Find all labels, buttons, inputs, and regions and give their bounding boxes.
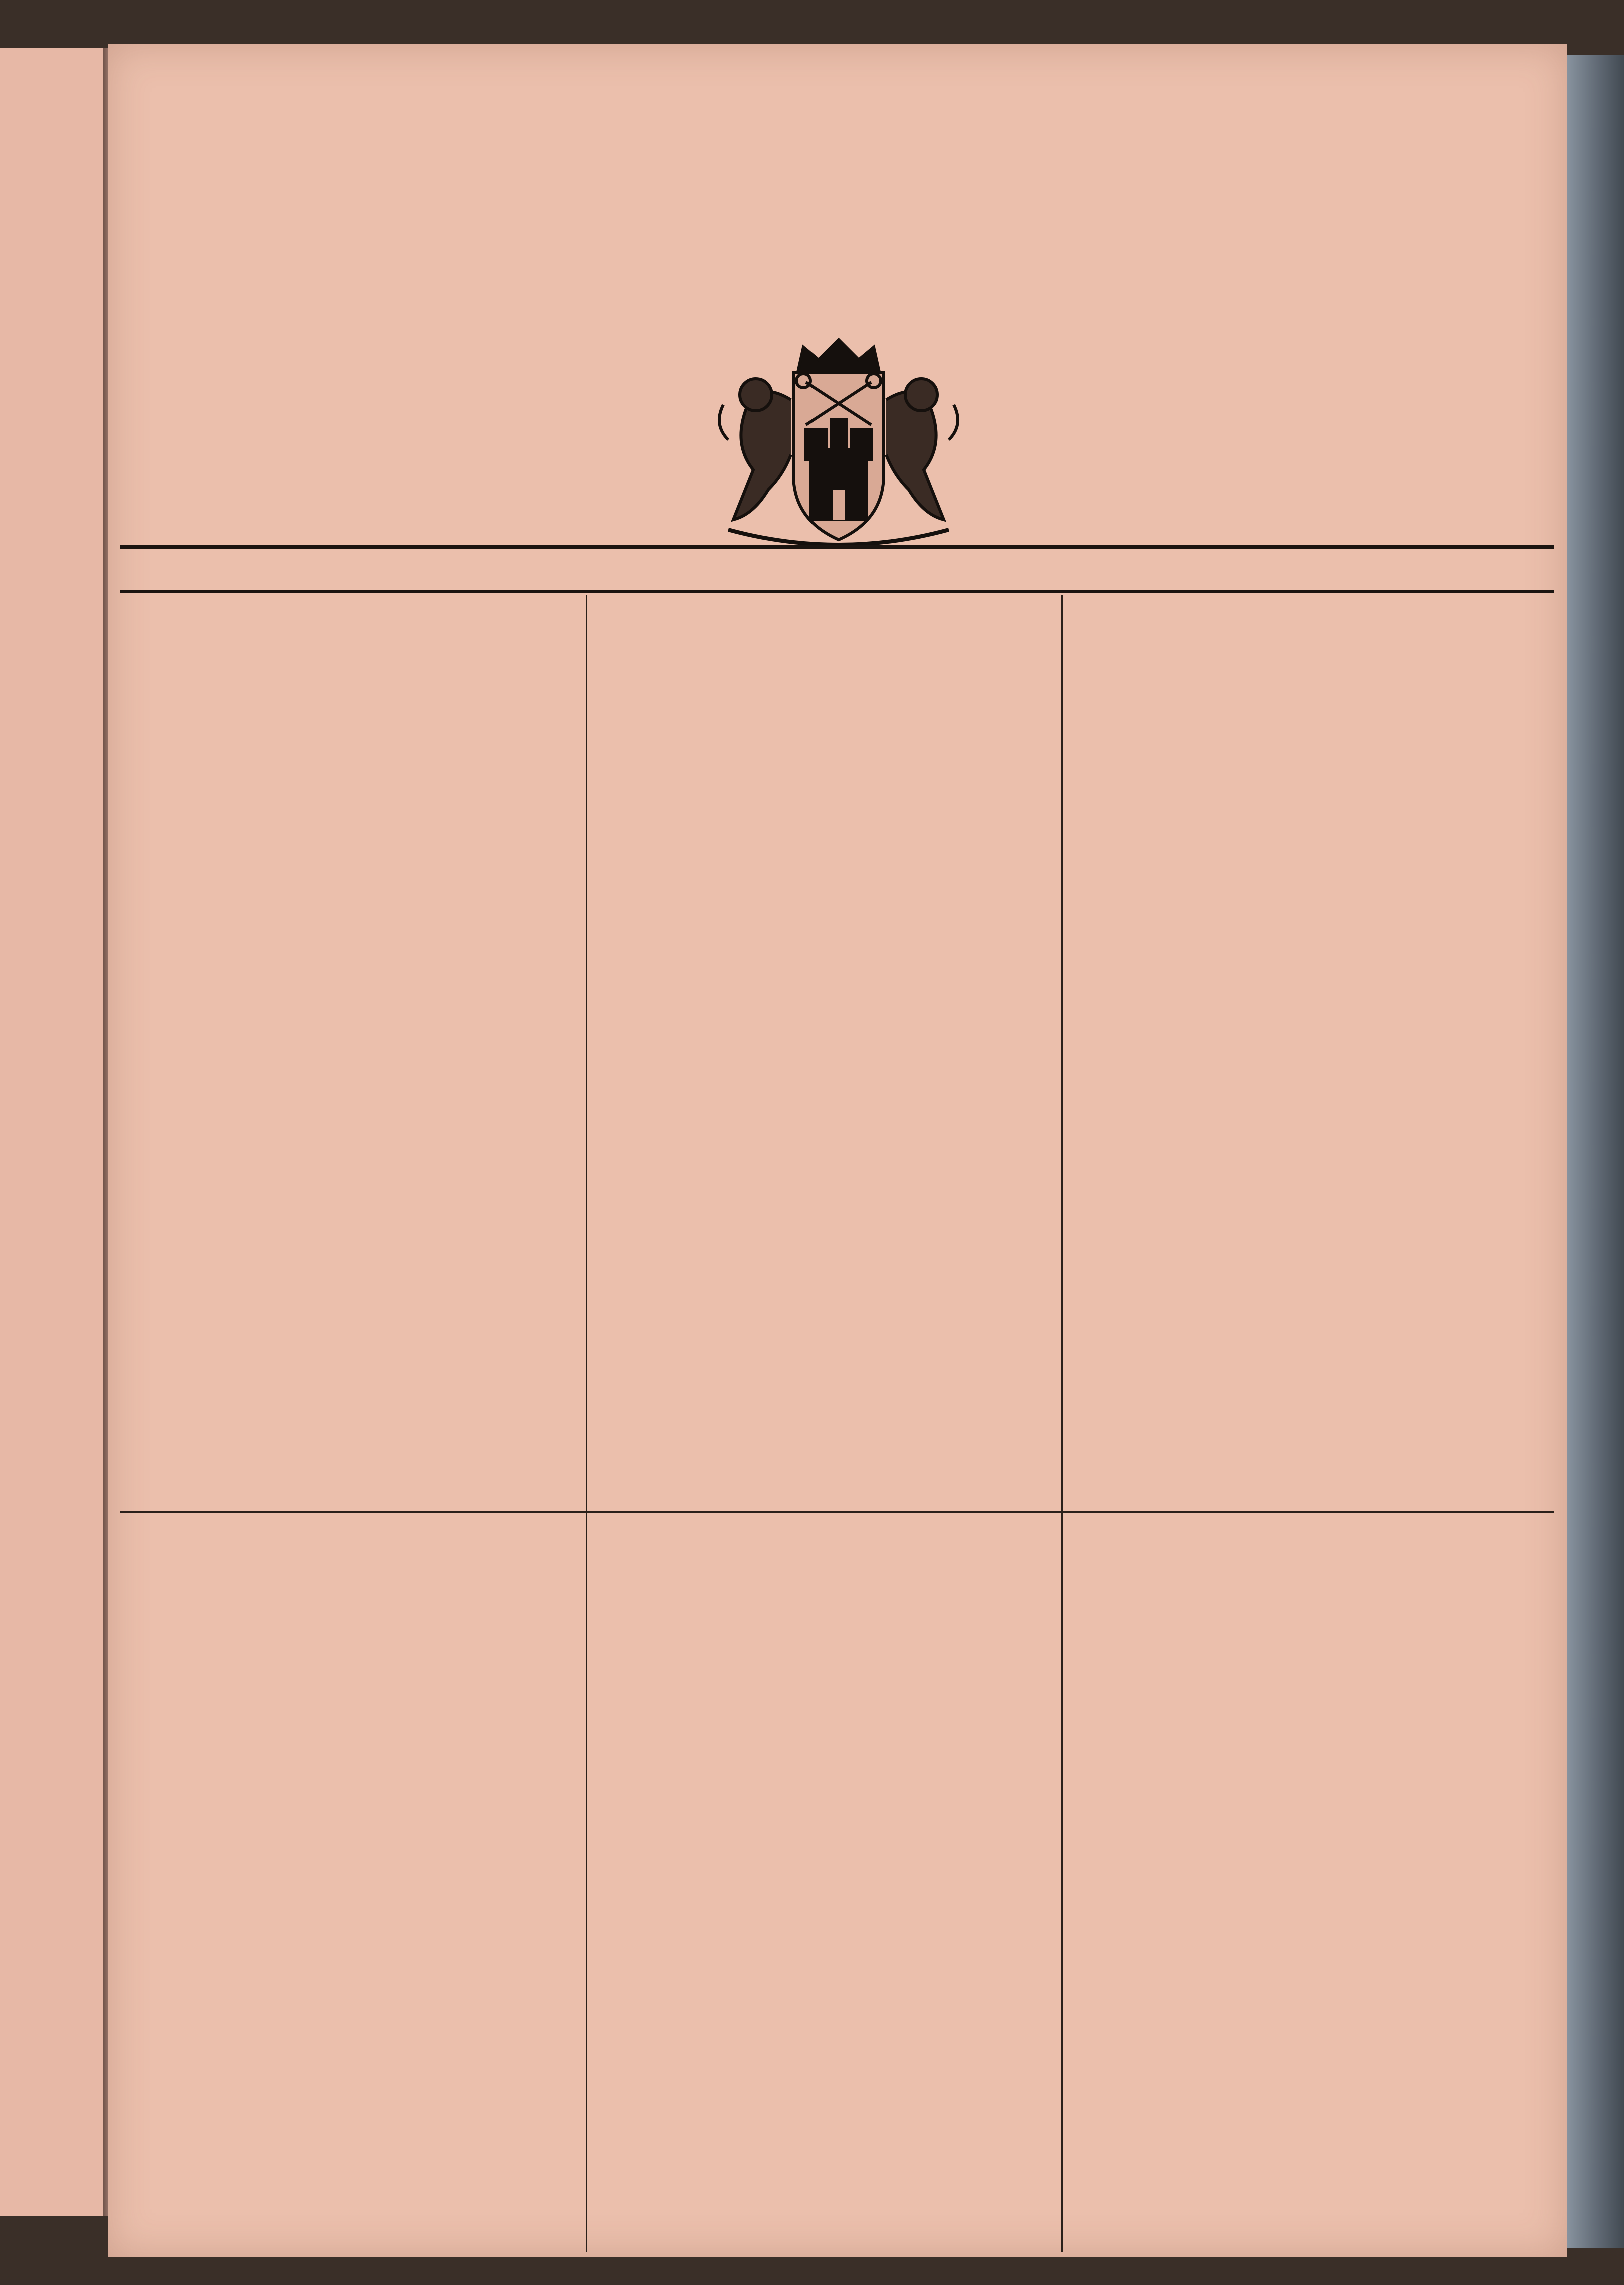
article-column-2 bbox=[596, 605, 1051, 1506]
book-binding-edge bbox=[1562, 55, 1624, 2248]
header-rule-top bbox=[120, 545, 1554, 549]
town-coat-of-arms-icon bbox=[698, 324, 979, 555]
newspaper-page bbox=[108, 44, 1567, 2257]
column-rule bbox=[586, 595, 587, 2252]
article-column-3 bbox=[1071, 605, 1552, 1506]
column-rule bbox=[1061, 595, 1063, 2252]
article-column-1 bbox=[123, 602, 576, 1504]
section-divider bbox=[120, 1511, 1554, 1513]
left-page-edge bbox=[0, 48, 111, 2216]
header-rule-bottom bbox=[120, 590, 1554, 593]
